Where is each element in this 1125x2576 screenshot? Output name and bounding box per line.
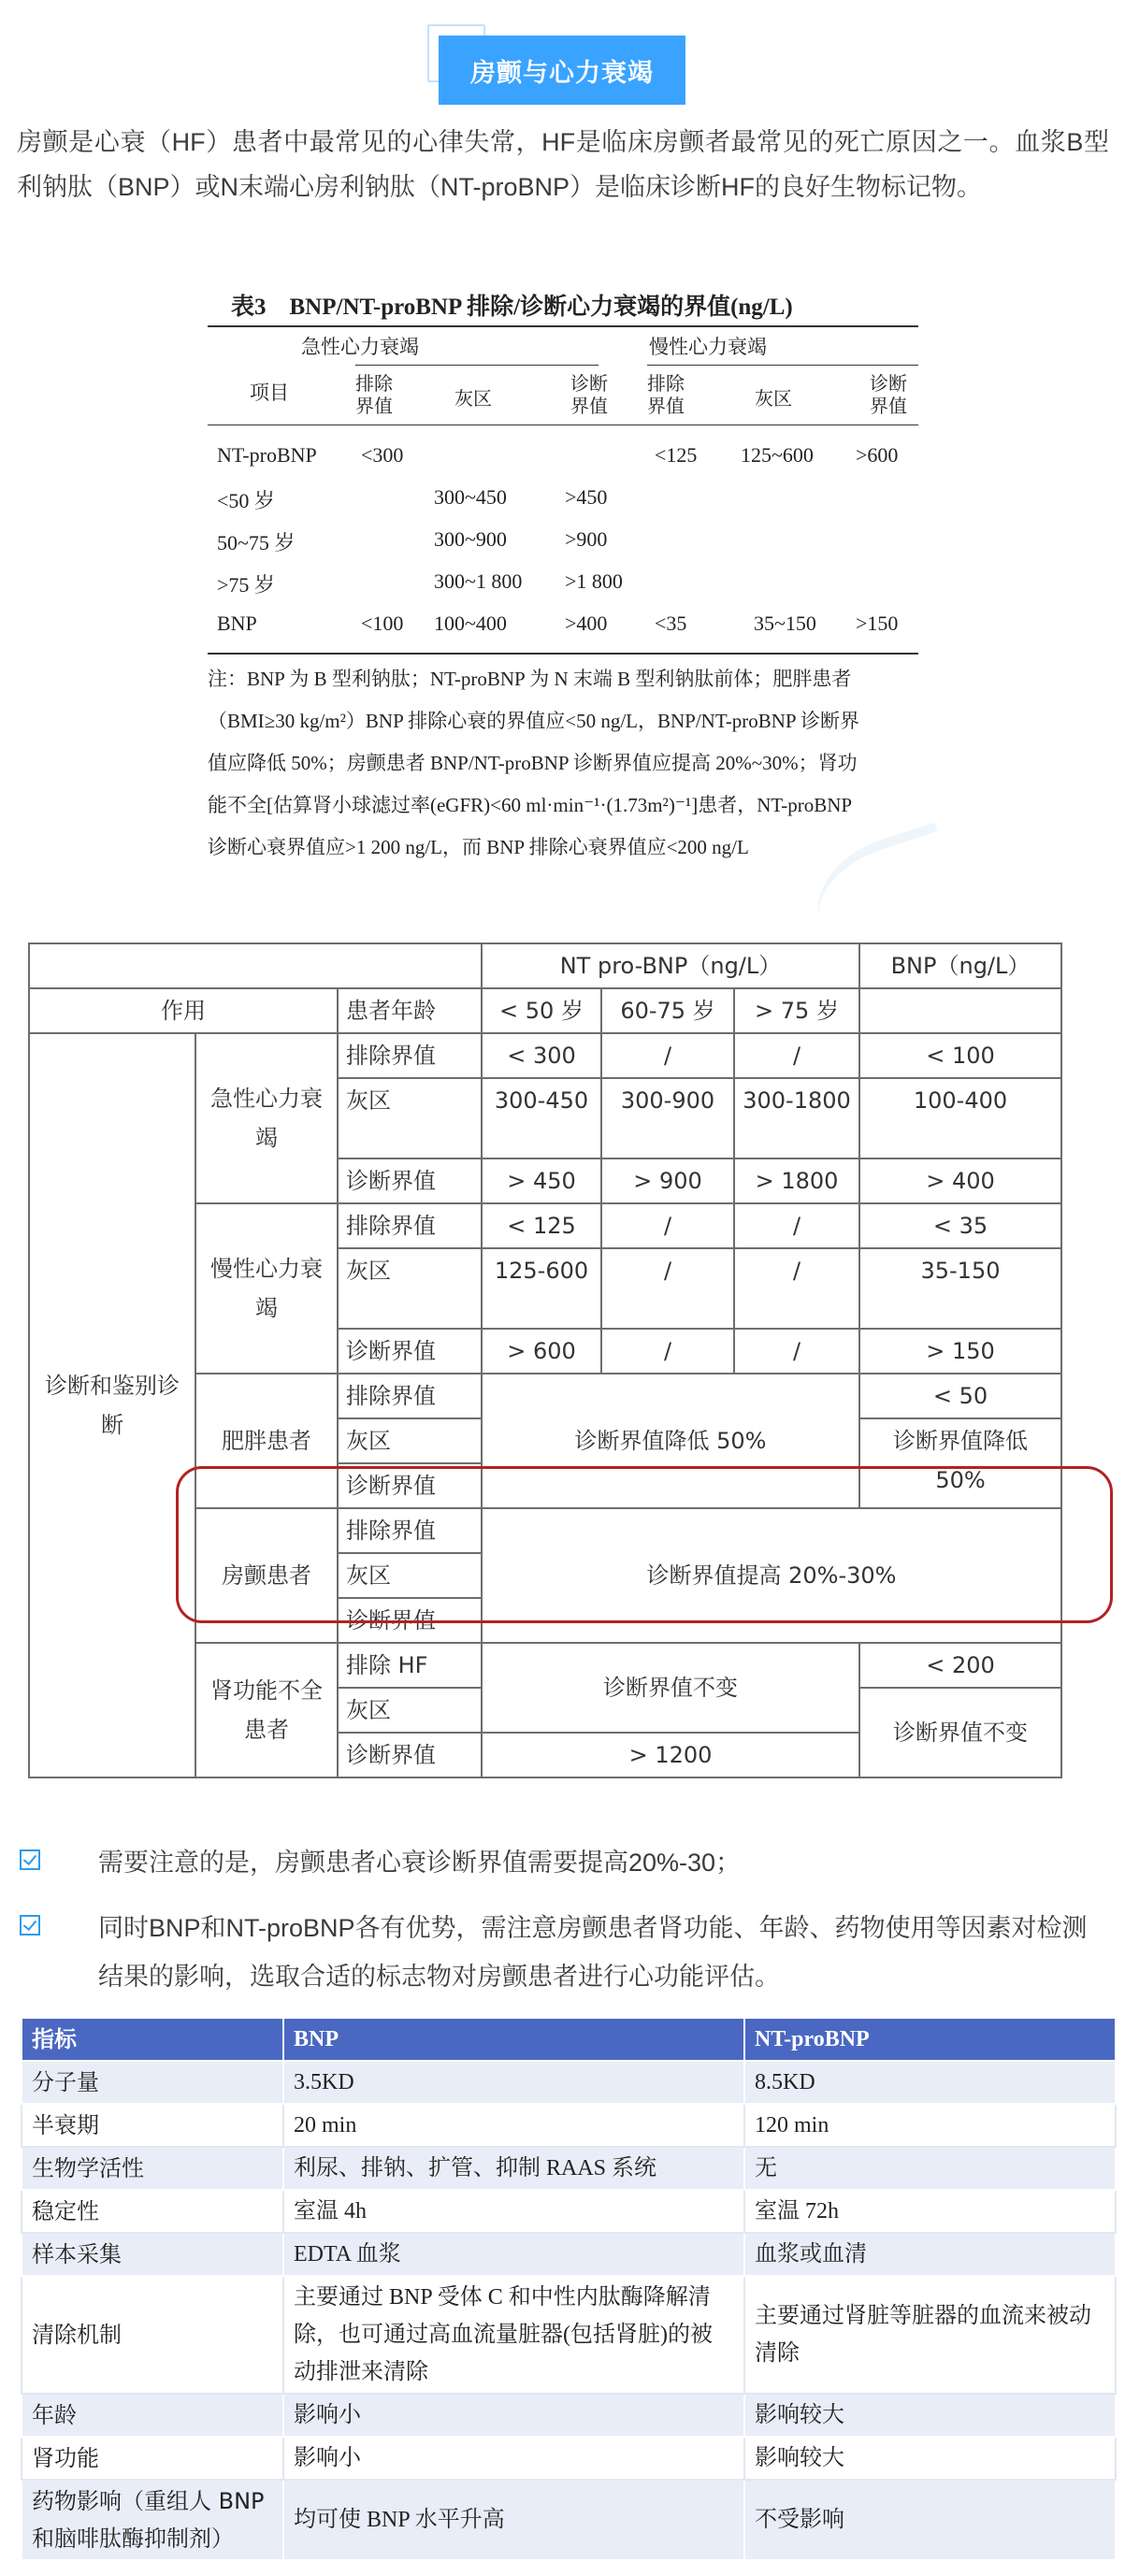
grid-cell: < 100	[859, 1033, 1061, 1078]
table3-col-gray-2: 灰区	[755, 387, 792, 410]
table-cell: 影响较大	[744, 2437, 1116, 2480]
table3-image: 表3 BNP/NT-proBNP 排除/诊断心力衰竭的界值(ng/L) 急性心力衰竭 慢性心力衰竭 项目 排除界值 灰区 诊断界值 排除界值 灰区 诊断界值 NT-proBNP <300 <125 125~600 >600 <50 岁 300~450 >450 50~75 岁 300~900 >900 >75 岁 300~1 800 >1 800 BNP <100 100~400 >400 <35 35~150 >150 注：BNP 为 B 型利钠肽；NT-proBNP 为 N 末端 B 型利钠肽前体；肥胖患者（BMI≥30 kg/m²）BNP 排除心衰的界值应<50 ng/L，BNP/NT-proBNP 诊断界值应降低 50%；房颤患者 BNP/NT-proBNP 诊断界值应提高 20%~30%；肾功能不全[估算肾小球滤过率(eGFR)<60 ml·min⁻¹·(1.73m²)⁻¹]患者，NT-proBNP 诊断心衰界值应>1 200 ng/L，而 BNP 排除心衰界值应<200 ng/L	[208, 284, 918, 920]
grid-header-age2: 60-75 岁	[601, 988, 734, 1033]
grid-obese-bnp-ex: < 50	[859, 1374, 1061, 1418]
grid-cell: 300-900	[601, 1078, 734, 1158]
grid-label-gray: 灰区	[338, 1553, 482, 1598]
table3-col-diag-2: 诊断界值	[870, 372, 907, 417]
table-row	[22, 2233, 1116, 2276]
table3-rule-acute	[355, 365, 599, 366]
grid-label-gray: 灰区	[338, 1078, 482, 1158]
table-cell: 清除机制	[22, 2276, 283, 2394]
grid-cell: /	[601, 1329, 734, 1374]
grid-label-exclude: 排除界值	[338, 1374, 482, 1418]
grid-header-age: 患者年龄	[338, 988, 482, 1033]
grid-cell: /	[601, 1033, 734, 1078]
table3-rule-chronic	[647, 365, 918, 366]
table3-col-exclude-2: 排除界值	[647, 372, 685, 417]
grid-cell: > 400	[859, 1158, 1061, 1203]
checkbox-icon	[20, 1915, 40, 1936]
table3-group-acute: 急性心力衰竭	[301, 336, 419, 358]
table-row	[22, 2061, 1116, 2104]
grid-obese-label: 肥胖患者	[195, 1374, 338, 1508]
bullet-item	[17, 1838, 1111, 1887]
grid-label-diag: 诊断界值	[338, 1463, 482, 1508]
intro-paragraph: 房颤是心衰（HF）患者中最常见的心律失常，HF是临床房颤者最常见的死亡原因之一。血浆B型利钠肽（BNP）或N末端心房利钠肽（NT-proBNP）是临床诊断HF的良好生物标记物。	[17, 128, 1109, 201]
bullet-text: 同时BNP和NT-proBNP各有优势，需注意房颤患者肾功能、年龄、药物使用等因素对检测结果的影响，选取合适的标志物对房颤患者进行心功能评估。	[98, 1914, 1088, 1991]
grid-cell: > 150	[859, 1329, 1061, 1374]
table-cell: 生物学活性	[22, 2147, 283, 2190]
table3-title: 表3 BNP/NT-proBNP 排除/诊断心力衰竭的界值(ng/L)	[231, 295, 793, 320]
grid-cell: < 125	[482, 1203, 601, 1248]
grid-af-label: 房颤患者	[195, 1508, 338, 1643]
table3-col-exclude: 排除界值	[355, 372, 393, 417]
section-banner	[0, 17, 1125, 110]
table-cell: 血浆或血清	[744, 2233, 1116, 2276]
grid-cell: /	[734, 1033, 859, 1078]
table-cell: 3.5KD	[283, 2061, 744, 2104]
table-cell: 年龄	[22, 2394, 283, 2437]
grid-cell: > 450	[482, 1158, 601, 1203]
grid-label-gray: 灰区	[338, 1688, 482, 1733]
table-cell: 8.5KD	[744, 2061, 1116, 2104]
grid-label-gray: 灰区	[338, 1418, 482, 1463]
table-cell: 样本采集	[22, 2233, 283, 2276]
grid-chronic-label: 慢性心力衰竭	[195, 1203, 338, 1374]
af-highlight-box	[176, 1466, 1113, 1623]
table-row	[22, 2437, 1116, 2480]
bullet-item	[17, 1904, 1111, 2001]
table-row	[22, 2147, 1116, 2190]
comparison-header-cell: BNP	[283, 2018, 744, 2061]
grid-renal-label: 肾功能不全患者	[195, 1643, 338, 1777]
grid-cell: 125-600	[482, 1248, 601, 1329]
table3-bottom-rule	[208, 653, 918, 655]
grid-label-exclude: 排除界值	[338, 1508, 482, 1553]
table-cell: 主要通过肾脏等脏器的血流来被动清除	[744, 2276, 1116, 2394]
table3-col-diag: 诊断界值	[570, 372, 608, 417]
table-row	[22, 2190, 1116, 2233]
comparison-header-row	[22, 2018, 1116, 2061]
table-cell: 分子量	[22, 2061, 283, 2104]
grid-label-diag: 诊断界值	[338, 1329, 482, 1374]
grid-label-exclude: 排除界值	[338, 1203, 482, 1248]
table-cell: 120 min	[744, 2104, 1116, 2147]
grid-cell: > 1800	[734, 1158, 859, 1203]
grid-label-gray: 灰区	[338, 1248, 482, 1329]
table-cell: 影响小	[283, 2394, 744, 2437]
checkbox-icon	[20, 1849, 40, 1870]
comparison-table	[21, 2017, 1117, 2561]
table-cell: 影响较大	[744, 2394, 1116, 2437]
table3-col-item: 项目	[250, 381, 289, 404]
grid-header-bnp: BNP（ng/L）	[859, 943, 1061, 988]
cutoff-grid-table	[28, 943, 1062, 1778]
grid-diag-label: 诊断和鉴别诊断	[29, 1033, 195, 1777]
section-title: 房颤与心力衰竭	[439, 36, 685, 105]
table-cell: 无	[744, 2147, 1116, 2190]
grid-renal-bnp: 诊断界值不变	[859, 1688, 1061, 1777]
grid-header-age3: > 75 岁	[734, 988, 859, 1033]
table-cell: 20 min	[283, 2104, 744, 2147]
grid-cell: /	[734, 1248, 859, 1329]
grid-label-diag: 诊断界值	[338, 1733, 482, 1777]
grid-obese-bnp: 诊断界值降低 50%	[859, 1418, 1061, 1508]
grid-cell: /	[734, 1329, 859, 1374]
grid-cell: > 600	[482, 1329, 601, 1374]
grid-header-age1: < 50 岁	[482, 988, 601, 1033]
grid-cell: /	[601, 1248, 734, 1329]
grid-af-all: 诊断界值提高 20%-30%	[482, 1508, 1061, 1643]
grid-renal-bnp-ex: < 200	[859, 1643, 1061, 1688]
table-cell: 室温 4h	[283, 2190, 744, 2233]
grid-obese-nt: 诊断界值降低 50%	[482, 1374, 859, 1508]
table-cell: 肾功能	[22, 2437, 283, 2480]
grid-cell: < 300	[482, 1033, 601, 1078]
comparison-header-cell: 指标	[22, 2018, 283, 2061]
table-cell: 半衰期	[22, 2104, 283, 2147]
table-cell: 均可使 BNP 水平升高	[283, 2480, 744, 2560]
grid-cell: 100-400	[859, 1078, 1061, 1158]
grid-empty-corner	[29, 943, 482, 988]
table-row	[22, 2276, 1116, 2394]
grid-label-diag: 诊断界值	[338, 1598, 482, 1643]
table3-col-gray: 灰区	[454, 387, 492, 410]
table-row	[22, 2480, 1116, 2560]
bullet-text: 需要注意的是，房颤患者心衰诊断界值需要提高20%-30；	[98, 1849, 742, 1877]
table-row	[22, 2394, 1116, 2437]
grid-header-blank	[859, 988, 1061, 1033]
grid-cell: /	[601, 1203, 734, 1248]
table-cell: 不受影响	[744, 2480, 1116, 2560]
table-cell: 主要通过 BNP 受体 C 和中性内肽酶降解清除，也可通过高血流量脏器(包括肾脏)的被动排泄来清除	[283, 2276, 744, 2394]
grid-header-role: 作用	[29, 988, 338, 1033]
table-cell: EDTA 血浆	[283, 2233, 744, 2276]
table-cell: 稳定性	[22, 2190, 283, 2233]
table3-notes: 注：BNP 为 B 型利钠肽；NT-proBNP 为 N 末端 B 型利钠肽前体；肥胖患者（BMI≥30 kg/m²）BNP 排除心衰的界值应<50 ng/L，BNP/NT-proBNP 诊断界值应降低 50%；房颤患者 BNP/NT-proBNP 诊断界值应提高 20%~30%；肾功能不全[估算肾小球滤过率(eGFR)<60 ml·min⁻¹·(1.73m²)⁻¹]患者，NT-proBNP 诊断心衰界值应>1 200 ng/L，而 BNP 排除心衰界值应<200 ng/L	[208, 668, 860, 858]
grid-label-exclude-hf: 排除 HF	[338, 1643, 482, 1688]
table-cell: 室温 72h	[744, 2190, 1116, 2233]
grid-header-nt: NT pro-BNP（ng/L）	[482, 943, 859, 988]
grid-label-diag: 诊断界值	[338, 1158, 482, 1203]
grid-renal-nt-dx: > 1200	[482, 1733, 859, 1777]
grid-cell: /	[734, 1203, 859, 1248]
grid-label-exclude: 排除界值	[338, 1033, 482, 1078]
grid-cell: 300-450	[482, 1078, 601, 1158]
grid-cell: > 900	[601, 1158, 734, 1203]
grid-cell: 35-150	[859, 1248, 1061, 1329]
grid-cell: 300-1800	[734, 1078, 859, 1158]
grid-cell: < 35	[859, 1203, 1061, 1248]
table3-top-rule	[208, 325, 918, 327]
table3-group-chronic: 慢性心力衰竭	[649, 336, 767, 358]
table-cell: 药物影响（重组人 BNP 和脑啡肽酶抑制剂）	[22, 2480, 283, 2560]
table-cell: 影响小	[283, 2437, 744, 2480]
grid-acute-label: 急性心力衰竭	[195, 1033, 338, 1203]
table-row	[22, 2104, 1116, 2147]
grid-renal-nt: 诊断界值不变	[482, 1643, 859, 1733]
table-cell: 利尿、排钠、扩管、抑制 RAAS 系统	[283, 2147, 744, 2190]
comparison-header-cell: NT-proBNP	[744, 2018, 1116, 2061]
